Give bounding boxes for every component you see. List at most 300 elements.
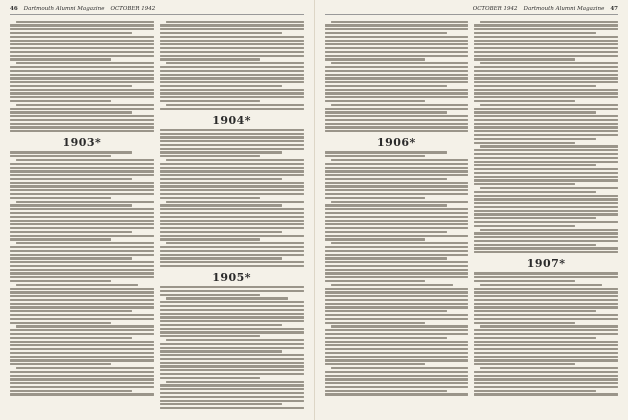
text-line	[325, 43, 469, 45]
text-line	[325, 386, 469, 388]
text-line	[474, 217, 596, 219]
text-line	[16, 284, 138, 286]
text-line	[166, 159, 304, 161]
text-line	[10, 182, 154, 184]
text-line	[331, 325, 469, 327]
text-line	[10, 28, 154, 30]
text-line	[10, 352, 154, 354]
text-line	[325, 89, 469, 91]
text-line	[160, 204, 282, 206]
text-line	[160, 155, 261, 157]
text-line	[160, 246, 304, 248]
text-line	[325, 167, 469, 169]
text-line	[160, 167, 304, 169]
left-month: OCTOBER 1942	[110, 6, 156, 12]
text-line	[325, 24, 469, 26]
text-line	[325, 295, 469, 297]
text-line	[160, 354, 304, 356]
text-line	[325, 246, 469, 248]
text-line	[474, 66, 618, 68]
text-line	[325, 155, 426, 157]
text-line	[325, 189, 469, 191]
text-line	[10, 371, 154, 373]
text-line	[474, 55, 618, 57]
text-line	[160, 407, 304, 409]
text-line	[474, 299, 618, 301]
text-line	[474, 303, 618, 305]
text-line	[474, 77, 618, 79]
text-line	[10, 197, 111, 199]
text-line	[474, 371, 618, 373]
left-title: Dartmouth Alumni Magazine	[23, 6, 105, 12]
text-line	[160, 89, 304, 91]
text-line	[10, 299, 154, 301]
text-line	[474, 236, 618, 238]
text-line	[166, 62, 304, 64]
text-line	[474, 89, 618, 91]
text-line	[160, 216, 304, 218]
text-line	[325, 223, 469, 225]
text-line	[160, 261, 304, 263]
text-line	[474, 119, 618, 121]
text-line	[474, 40, 618, 42]
text-line	[474, 149, 618, 151]
text-line	[325, 337, 447, 339]
text-line	[325, 47, 469, 49]
text-line	[160, 286, 304, 288]
text-line	[10, 66, 154, 68]
text-line	[10, 204, 132, 206]
text-line	[160, 265, 304, 267]
text-line	[160, 403, 282, 405]
text-line	[325, 303, 469, 305]
text-line	[474, 295, 618, 297]
text-line	[160, 58, 261, 60]
text-line	[474, 168, 618, 170]
text-line	[474, 356, 618, 358]
text-line	[160, 32, 282, 34]
text-line	[474, 382, 618, 384]
text-line	[325, 261, 469, 263]
text-line	[166, 339, 304, 341]
text-line	[160, 43, 304, 45]
text-line	[160, 151, 282, 153]
text-line	[474, 24, 618, 26]
text-line	[160, 328, 304, 330]
text-line	[474, 310, 596, 312]
text-line	[160, 392, 304, 394]
text-line	[474, 318, 618, 320]
text-line	[474, 272, 618, 274]
right-page	[315, 0, 628, 420]
text-line	[474, 138, 596, 140]
text-line	[325, 359, 469, 361]
text-line	[474, 92, 618, 94]
text-line	[325, 220, 469, 222]
text-line	[474, 51, 618, 53]
text-line	[331, 159, 469, 161]
text-line	[474, 375, 618, 377]
text-line	[160, 388, 304, 390]
text-line	[160, 331, 304, 333]
text-line	[10, 246, 154, 248]
text-line	[160, 36, 304, 38]
text-line	[160, 220, 304, 222]
text-line	[325, 58, 426, 60]
text-line	[325, 77, 469, 79]
text-line	[10, 47, 154, 49]
text-line	[325, 269, 469, 271]
text-line	[166, 104, 304, 106]
text-line	[10, 250, 154, 252]
text-line	[325, 66, 469, 68]
text-line	[10, 43, 154, 45]
text-line	[10, 74, 154, 76]
text-line	[10, 261, 154, 263]
text-line	[166, 21, 304, 23]
text-line	[474, 164, 596, 166]
text-line	[474, 348, 618, 350]
text-line	[16, 201, 154, 203]
text-line	[474, 251, 618, 253]
text-line	[325, 119, 469, 121]
text-line	[325, 393, 469, 395]
text-line	[474, 240, 618, 242]
text-line	[325, 371, 469, 373]
text-line	[160, 254, 304, 256]
text-line	[160, 92, 304, 94]
text-line	[10, 359, 154, 361]
right-col-1	[325, 19, 469, 411]
text-line	[10, 40, 154, 42]
text-line	[160, 313, 304, 315]
text-line	[325, 151, 447, 153]
text-line	[325, 115, 469, 117]
text-line	[10, 119, 154, 121]
text-line	[10, 227, 154, 229]
text-line	[10, 185, 154, 187]
text-line	[160, 347, 304, 349]
text-line	[10, 318, 154, 320]
text-line	[10, 151, 132, 153]
text-line	[474, 333, 618, 335]
text-line	[474, 393, 618, 395]
text-line	[160, 144, 304, 146]
text-line	[10, 314, 154, 316]
text-line	[474, 36, 618, 38]
text-line	[474, 96, 618, 98]
text-line	[16, 367, 154, 369]
text-line	[325, 291, 469, 293]
text-line	[325, 352, 469, 354]
text-line	[474, 232, 618, 234]
text-line	[160, 212, 304, 214]
text-line	[10, 174, 154, 176]
text-line	[474, 70, 618, 72]
text-line	[10, 310, 132, 312]
text-line	[10, 108, 154, 110]
class-year: 1904*	[212, 113, 252, 127]
text-line	[160, 257, 282, 259]
text-line	[325, 163, 469, 165]
text-line	[331, 62, 469, 64]
text-line	[10, 77, 154, 79]
text-line	[474, 291, 618, 293]
text-line	[474, 191, 596, 193]
text-line	[16, 325, 154, 327]
text-line	[16, 159, 154, 161]
text-line	[10, 115, 154, 117]
text-line	[474, 288, 618, 290]
text-line	[160, 40, 304, 42]
text-line	[474, 337, 596, 339]
text-line	[325, 40, 469, 42]
text-line	[331, 242, 469, 244]
text-line	[325, 363, 426, 365]
text-line	[474, 43, 618, 45]
right-col-2	[474, 19, 618, 411]
text-line	[10, 126, 154, 128]
text-line	[474, 390, 596, 392]
right-title: Dartmouth Alumni Magazine	[523, 6, 605, 12]
text-line	[160, 377, 261, 379]
text-line	[166, 201, 304, 203]
right-folio: 47	[610, 6, 618, 12]
text-line	[474, 134, 618, 136]
text-line	[325, 111, 447, 113]
text-line	[160, 238, 261, 240]
text-line	[160, 324, 282, 326]
left-running-head	[10, 6, 304, 15]
text-line	[325, 96, 469, 98]
class-year: 1903*	[62, 136, 102, 150]
text-line	[10, 163, 154, 165]
text-line	[331, 367, 469, 369]
text-line	[474, 153, 618, 155]
text-line	[325, 28, 469, 30]
text-line	[160, 400, 304, 402]
text-line	[160, 129, 304, 131]
text-line	[10, 393, 154, 395]
text-line	[166, 242, 304, 244]
text-line	[474, 341, 618, 343]
text-line	[160, 223, 304, 225]
text-line	[474, 176, 618, 178]
text-line	[325, 208, 469, 210]
text-line	[331, 104, 469, 106]
left-col-1	[10, 19, 154, 411]
text-line	[160, 316, 304, 318]
text-line	[160, 108, 304, 110]
text-line	[10, 178, 132, 180]
text-line	[474, 126, 618, 128]
text-line	[10, 111, 132, 113]
text-line	[474, 32, 596, 34]
text-line	[10, 130, 154, 132]
text-line	[474, 111, 596, 113]
text-line	[474, 81, 618, 83]
text-line	[480, 104, 618, 106]
text-line	[10, 223, 154, 225]
text-line	[10, 337, 132, 339]
text-line	[10, 322, 111, 324]
text-line	[160, 47, 304, 49]
text-line	[325, 231, 447, 233]
text-line	[160, 294, 261, 296]
text-line	[325, 216, 469, 218]
text-line	[325, 375, 469, 377]
text-line	[325, 227, 469, 229]
text-line	[474, 47, 618, 49]
text-line	[10, 382, 154, 384]
text-line	[10, 280, 111, 282]
text-line	[480, 325, 618, 327]
text-line	[325, 382, 469, 384]
text-line	[160, 309, 304, 311]
text-line	[160, 320, 304, 322]
text-line	[16, 104, 154, 106]
text-line	[474, 74, 618, 76]
text-line	[10, 356, 154, 358]
text-line	[474, 225, 575, 227]
text-line	[160, 301, 304, 303]
text-line	[160, 100, 261, 102]
text-line	[160, 140, 304, 142]
text-line	[160, 365, 304, 367]
right-running-head	[325, 6, 619, 15]
class-heading	[10, 136, 154, 149]
text-line	[160, 136, 304, 138]
text-line	[325, 126, 469, 128]
text-line	[325, 288, 469, 290]
text-line	[160, 74, 304, 76]
text-line	[325, 85, 447, 87]
text-line	[10, 231, 132, 233]
text-line	[160, 362, 304, 364]
text-line	[10, 70, 154, 72]
text-line	[160, 178, 282, 180]
text-line	[325, 344, 469, 346]
text-line	[16, 242, 154, 244]
text-line	[160, 24, 304, 26]
text-line	[325, 100, 426, 102]
text-line	[325, 51, 469, 53]
text-line	[160, 384, 304, 386]
text-line	[160, 290, 304, 292]
text-line	[474, 172, 618, 174]
text-line	[325, 306, 469, 308]
text-line	[480, 284, 602, 286]
text-line	[10, 51, 154, 53]
text-line	[325, 55, 469, 57]
text-line	[325, 182, 469, 184]
text-line	[474, 280, 575, 282]
text-line	[325, 170, 469, 172]
left-folio: 46	[10, 6, 18, 12]
text-line	[325, 185, 469, 187]
text-line	[331, 21, 469, 23]
text-line	[160, 185, 304, 187]
text-line	[10, 92, 154, 94]
class-heading	[325, 136, 469, 149]
class-heading	[474, 257, 618, 270]
text-line	[474, 85, 596, 87]
text-line	[325, 272, 469, 274]
text-line	[160, 55, 304, 57]
text-line	[325, 250, 469, 252]
text-line	[325, 238, 426, 240]
text-line	[474, 386, 618, 388]
text-line	[10, 386, 154, 388]
text-line	[474, 202, 618, 204]
text-line	[160, 358, 304, 360]
text-line	[10, 390, 132, 392]
text-line	[160, 189, 304, 191]
text-line	[160, 163, 304, 165]
text-line	[160, 231, 282, 233]
text-line	[474, 276, 618, 278]
text-line	[10, 363, 111, 365]
text-line	[474, 142, 575, 144]
text-line	[10, 55, 154, 57]
text-line	[10, 58, 111, 60]
text-line	[474, 130, 618, 132]
text-line	[160, 369, 304, 371]
text-line	[160, 193, 304, 195]
text-line	[474, 183, 575, 185]
text-line	[325, 322, 426, 324]
text-line	[160, 170, 304, 172]
text-line	[325, 276, 469, 278]
text-line	[325, 108, 469, 110]
text-line	[10, 288, 154, 290]
text-line	[325, 32, 447, 34]
text-line	[10, 303, 154, 305]
text-line	[10, 167, 154, 169]
text-line	[10, 378, 154, 380]
text-line	[160, 235, 304, 237]
text-line	[474, 378, 618, 380]
text-line	[10, 344, 154, 346]
text-line	[325, 265, 469, 267]
text-line	[10, 238, 111, 240]
text-line	[16, 62, 154, 64]
text-line	[166, 297, 288, 299]
text-line	[474, 195, 618, 197]
text-line	[325, 280, 426, 282]
text-line	[325, 356, 469, 358]
text-line	[325, 329, 469, 331]
text-line	[160, 70, 304, 72]
text-line	[474, 352, 618, 354]
text-line	[160, 250, 304, 252]
text-line	[10, 295, 154, 297]
text-line	[474, 157, 618, 159]
text-line	[160, 197, 261, 199]
text-line	[325, 130, 469, 132]
text-line	[160, 81, 304, 83]
text-line	[325, 348, 469, 350]
text-line	[10, 96, 154, 98]
text-line	[325, 378, 469, 380]
text-line	[325, 74, 469, 76]
text-line	[10, 348, 154, 350]
text-line	[10, 329, 154, 331]
text-line	[480, 367, 618, 369]
text-line	[331, 284, 453, 286]
text-line	[474, 247, 618, 249]
text-line	[325, 92, 469, 94]
